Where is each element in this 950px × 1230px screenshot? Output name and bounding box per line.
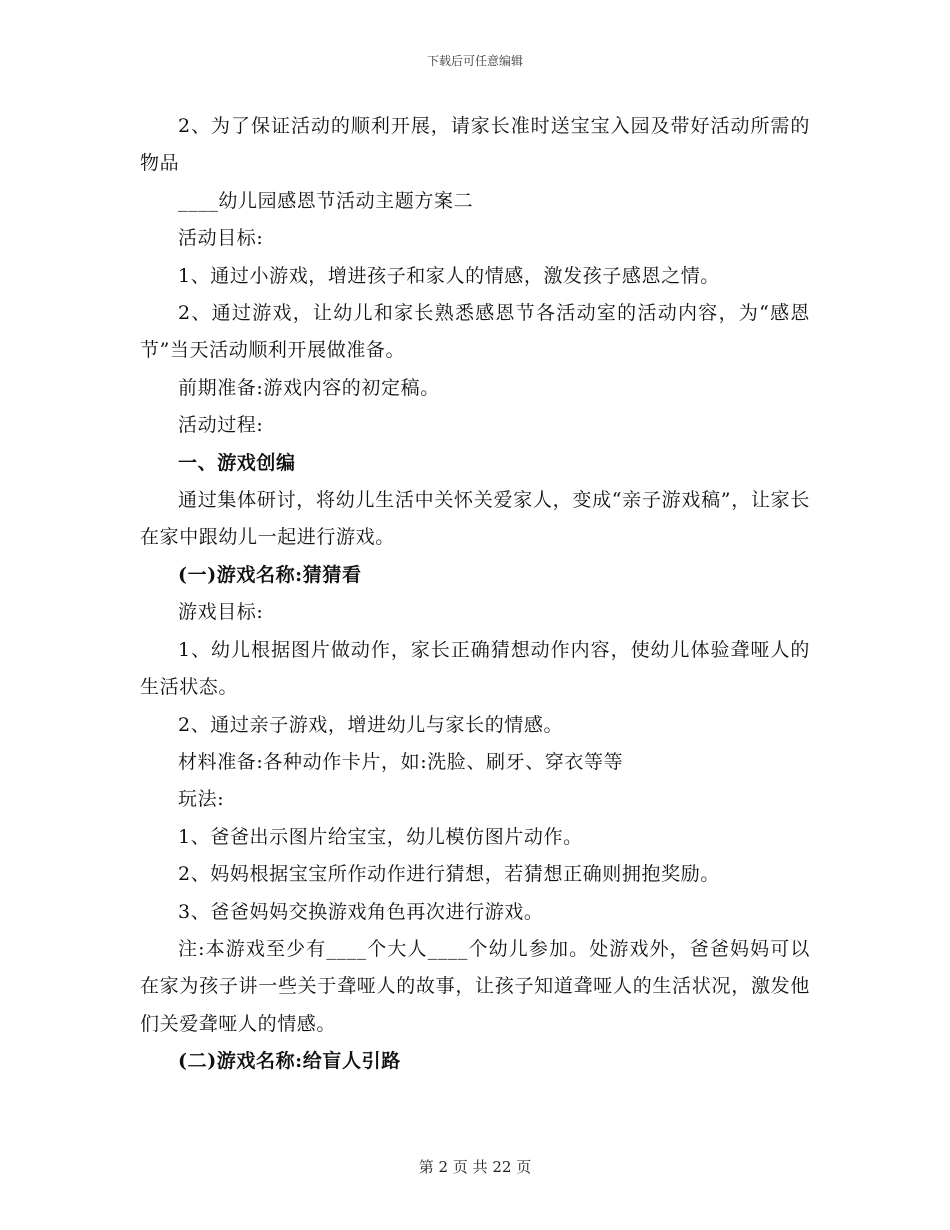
paragraph: 2、为了保证活动的顺利开展，请家长准时送宝宝入园及带好活动所需的物品 (140, 115, 810, 175)
header-note: 下载后可任意编辑 (426, 54, 523, 68)
paragraph: 游戏目标: (178, 601, 264, 624)
page-number: 第 2 页 共 22 页 (418, 1158, 532, 1176)
section-heading: 一、游戏创编 (178, 451, 296, 474)
paragraph: 注:本游戏至少有____个大人____个幼儿参加。处游戏外，爸爸妈妈可以在家为孩子讲一些关于聋哑人的故事，让孩子知道聋哑人的生活状况，激发他们关爱聋哑人的情感。 (140, 937, 810, 1035)
paragraph: 通过集体研讨，将幼儿生活中关怀关爱家人，变成“亲子游戏稿”，让家长在家中跟幼儿一起进行游戏。 (140, 489, 810, 549)
paragraph: 活动目标: (178, 227, 264, 250)
paragraph: 1、爸爸出示图片给宝宝，幼儿模仿图片动作。 (178, 825, 583, 848)
paragraph: 材料准备:各种动作卡片，如:洗脸、刷牙、穿衣等等 (178, 750, 624, 773)
paragraph: 2、妈妈根据宝宝所作动作进行猜想，若猜想正确则拥抱奖励。 (178, 863, 720, 886)
paragraph: 2、通过游戏，让幼儿和家长熟悉感恩节各活动室的活动内容，为“感恩节”当天活动顺利开展做准备。 (140, 302, 810, 362)
page-footer (0, 1156, 950, 1177)
game-heading: (二)游戏名称:给盲人引路 (178, 1050, 401, 1073)
paragraph: 3、爸爸妈妈交换游戏角色再次进行游戏。 (178, 900, 544, 923)
paragraph: 1、通过小游戏，增进孩子和家人的情感，激发孩子感恩之情。 (178, 264, 720, 287)
paragraph: 2、通过亲子游戏，增进幼儿与家长的情感。 (178, 713, 564, 736)
page-header (0, 52, 950, 69)
paragraph: 前期准备:游戏内容的初定稿。 (178, 376, 440, 399)
paragraph: 活动过程: (178, 414, 264, 437)
document-body (140, 108, 810, 1081)
paragraph: 玩法: (178, 788, 225, 811)
paragraph: 1、幼儿根据图片做动作，家长正确猜想动作内容，使幼儿体验聋哑人的生活状态。 (140, 638, 810, 699)
section-subtitle: ____幼儿园感恩节活动主题方案二 (178, 189, 474, 212)
game-heading: (一)游戏名称:猜猜看 (178, 563, 362, 586)
